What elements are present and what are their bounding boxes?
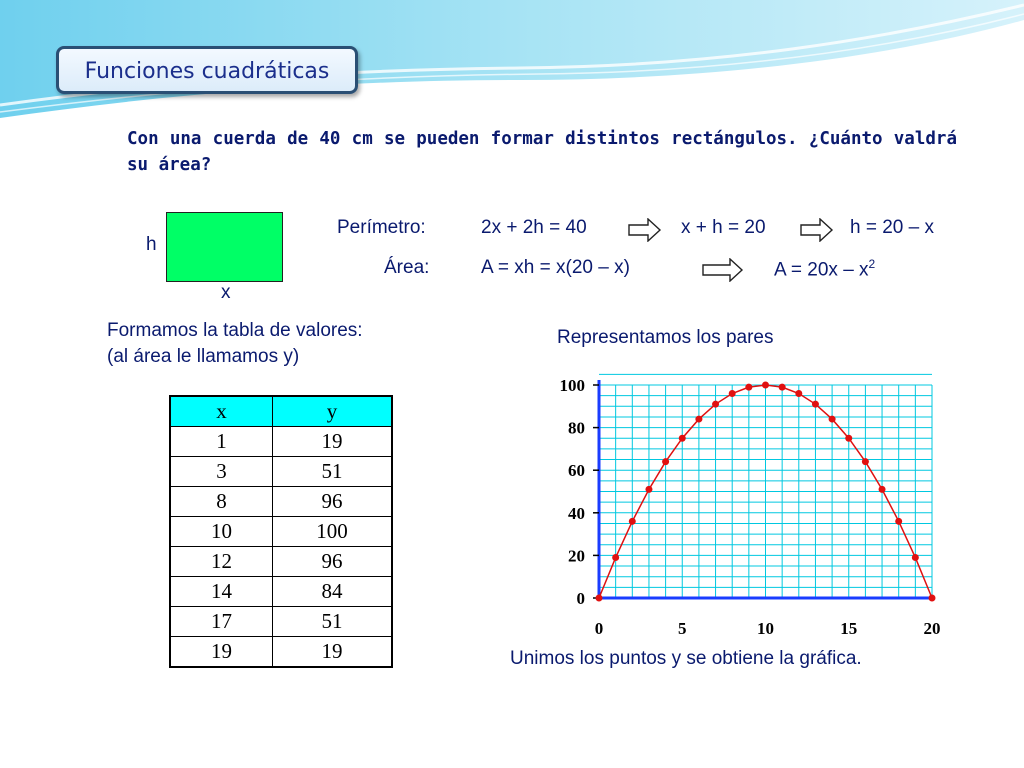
table-cell-y: 84 [273, 577, 393, 607]
data-point [762, 382, 769, 389]
table-row [170, 607, 392, 637]
area-result-exponent: 2 [868, 257, 876, 271]
table-row [170, 427, 392, 457]
table-cell-y: 100 [273, 517, 393, 547]
data-point [862, 458, 869, 465]
table-header-y: y [273, 396, 393, 427]
chart-panel [504, 358, 944, 694]
data-point [779, 384, 786, 391]
implies-arrow-icon [800, 218, 834, 242]
x-tick-label: 5 [678, 619, 687, 638]
table-row [170, 457, 392, 487]
table-cell-x: 1 [170, 427, 273, 457]
y-tick-label: 20 [568, 546, 585, 566]
perimeter-equation: 2x + 2h = 40 [481, 217, 587, 238]
data-point [729, 390, 736, 397]
data-point [895, 518, 902, 525]
data-point [912, 554, 919, 561]
table-cell-y: 19 [273, 427, 393, 457]
table-cell-y: 96 [273, 487, 393, 517]
y-tick-label: 80 [568, 418, 585, 438]
rectangle-illustration [166, 212, 283, 282]
data-point [629, 518, 636, 525]
data-point [795, 390, 802, 397]
data-point [929, 595, 936, 602]
implies-arrow-icon [628, 218, 662, 242]
table-cell-x: 17 [170, 607, 273, 637]
table-cell-x: 12 [170, 547, 273, 577]
perimeter-result: h = 20 – x [850, 217, 934, 238]
pairs-text: Representamos los pares [557, 327, 774, 348]
implies-arrow-icon [702, 258, 744, 282]
table-cell-x: 19 [170, 637, 273, 668]
table-cell-x: 14 [170, 577, 273, 607]
data-point [829, 416, 836, 423]
data-point [812, 401, 819, 408]
table-cell-y: 51 [273, 607, 393, 637]
data-point [745, 384, 752, 391]
parabola-chart [504, 358, 944, 658]
table-cell-y: 19 [273, 637, 393, 668]
table-intro [107, 318, 363, 370]
data-point [879, 486, 886, 493]
values-table [169, 395, 393, 668]
chart-caption: Unimos los puntos y se obtiene la gráfica. [510, 648, 862, 669]
table-cell-y: 51 [273, 457, 393, 487]
x-tick-label: 15 [840, 619, 858, 638]
table-row [170, 487, 392, 517]
y-tick-label: 60 [568, 461, 585, 481]
data-point [596, 595, 603, 602]
area-result [774, 257, 875, 281]
table-row [170, 517, 392, 547]
table-cell-y: 96 [273, 547, 393, 577]
perimeter-label: Perímetro: [337, 217, 426, 238]
data-point [712, 401, 719, 408]
table-row [170, 577, 392, 607]
table-intro-line1: Formamos la tabla de valores: [107, 320, 363, 341]
table-cell-x: 3 [170, 457, 273, 487]
data-point [612, 554, 619, 561]
y-tick-label: 40 [568, 503, 585, 523]
x-tick-label: 20 [923, 619, 941, 638]
table-row [170, 637, 392, 668]
area-result-base: A = 20x – x [774, 259, 869, 281]
data-point [662, 458, 669, 465]
y-tick-label: 0 [576, 589, 585, 608]
x-tick-label: 10 [757, 619, 774, 638]
area-equation: A = xh = x(20 – x) [481, 257, 630, 278]
table-cell-x: 8 [170, 487, 273, 517]
table-intro-line2: (al área le llamamos y) [107, 346, 300, 367]
data-point [845, 435, 852, 442]
rectangle-width-label: x [221, 282, 231, 303]
problem-question: Con una cuerda de 40 cm se pueden formar distintos rectángulos. ¿Cuánto valdrá su área? [127, 129, 957, 175]
title-box [56, 46, 358, 94]
perimeter-step: x + h = 20 [681, 217, 766, 238]
area-label: Área: [384, 257, 430, 278]
data-point [695, 416, 702, 423]
table-cell-x: 10 [170, 517, 273, 547]
data-point [645, 486, 652, 493]
y-tick-label: 100 [559, 376, 585, 395]
page-title: Funciones cuadráticas [84, 59, 330, 84]
rectangle-height-label: h [146, 234, 157, 255]
table-header-x: x [170, 396, 273, 427]
x-tick-label: 0 [594, 619, 604, 638]
table-header-row [170, 396, 392, 427]
table-row [170, 547, 392, 577]
data-point [679, 435, 686, 442]
